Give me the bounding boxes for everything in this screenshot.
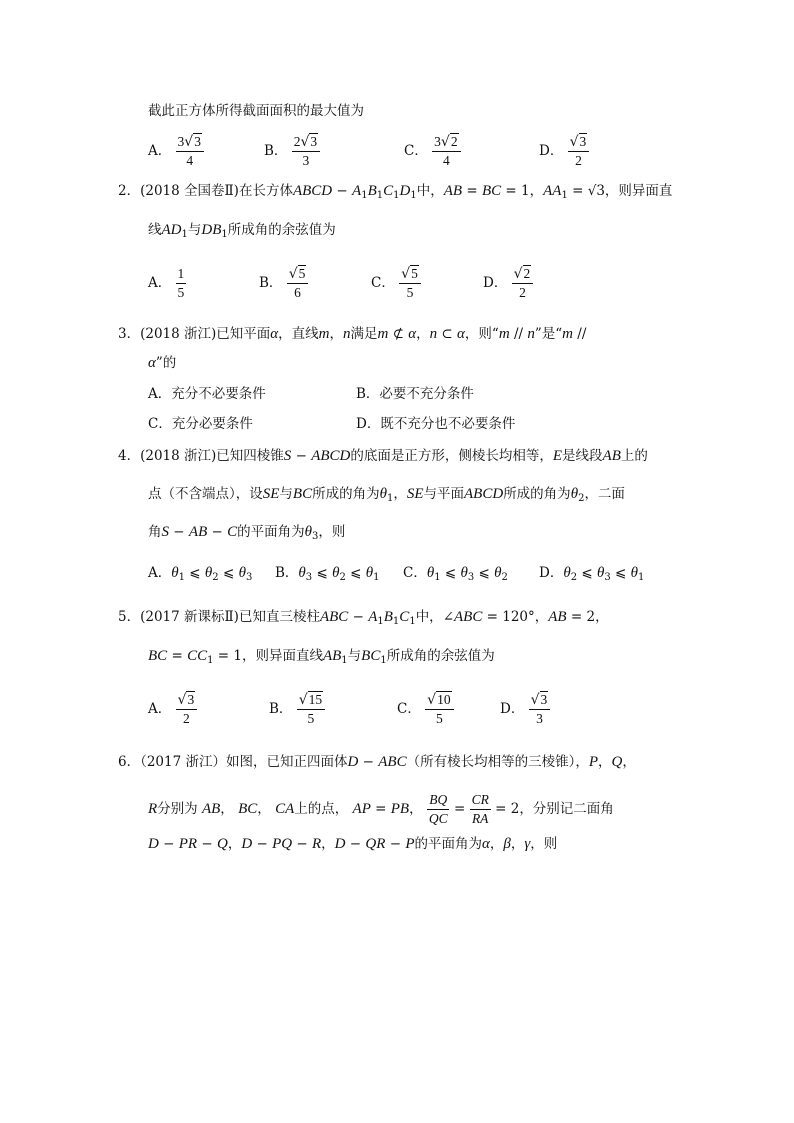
q3-option-d: D．既不充分也不必要条件 [356,416,516,432]
q4-stem-line3: 角S − AB − C的平面角为$\theta_3$，则 [148,524,346,542]
q5-option-c: C． $\frac{√10}{5}$ [397,692,454,727]
q6-stem-line3: D − PR − Q，D − PQ − R，D − QR − P的平面角为α，β，γ，则 [148,836,558,852]
q1-option-c: C． $\frac{3√2}{4}$ [404,134,461,169]
q5-stem-line1: 5．(2017 新课标Ⅱ)已知直三棱柱ABC − $A_1B_1C_1$中，∠ABC = 120°，AB = 2， [118,609,609,627]
q1-option-a: A． $\frac{3√3}{4}$ [148,134,204,169]
q2-option-a: A． $\frac{1}{5}$ [148,266,185,300]
q4-option-b: B．$\theta_3$ ⩽ $\theta_2$ ⩽ $\theta_1$ [275,565,380,583]
q3-stem-line2: α”的 [148,355,177,371]
q4-option-c: C．$\theta_1$ ⩽ $\theta_3$ ⩽ $\theta_2$ [403,565,508,583]
q3-stem-line1: 3．(2018 浙江)已知平面α，直线m，n满足m ⊄ α，n ⊂ α，则“m // n”是“m // [118,326,587,342]
q2-stem-line2: 线$AD_1$与$DB_1$所成角的余弦值为 [148,222,336,240]
q5-option-a: A． $\frac{√3}{2}$ [148,692,197,727]
q2-stem-line1: 2．(2018 全国卷Ⅱ)在长方体ABCD − $A_1B_1C_1D_1$中，AB = BC = 1，$AA_1 = √3$，则异面直 [118,183,673,201]
q3-option-b: B．必要不充分条件 [356,386,474,402]
q3-option-c: C．充分必要条件 [148,416,253,432]
q1-tail-text: 截此正方体所得截面面积的最大值为 [148,103,364,119]
q4-option-d: D．$\theta_2$ ⩽ $\theta_3$ ⩽ $\theta_1$ [539,565,645,583]
q2-option-d: D． $\frac{√2}{2}$ [483,266,533,301]
q4-stem-line2: 点（不含端点），设SE与BC所成的角为$\theta_1$，SE与平面ABCD所成的角为$\theta_2$，二面 [148,486,625,504]
q4-option-a: A．$\theta_1$ ⩽ $\theta_2$ ⩽ $\theta_3$ [148,565,253,583]
q4-stem-line1: 4．(2018 浙江)已知四棱锥S − ABCD的底面是正方形，侧棱长均相等，E是线段AB上的 [118,448,648,464]
q2-option-b: B． $\frac{√5}{6}$ [259,266,308,301]
q6-stem-line1: 6．（2017 浙江）如图，已知正四面体D − ABC（所有棱长均相等的三棱锥），P，Q， [118,754,636,770]
q6-stem-line2: R分别为 AB， BC， CA上的点， AP = PB， $\frac{BQ}{QC}$ = $\frac{CR}{RA}$ = 2，分别记二面角 [148,792,614,826]
q1-option-d: D． $\frac{√3}{2}$ [539,134,589,169]
q5-option-b: B． $\frac{√15}{5}$ [269,692,325,727]
q2-option-c: C． $\frac{√5}{5}$ [371,266,421,301]
q1-option-b: B． $\frac{2√3}{3}$ [264,134,320,169]
q5-option-d: D． $\frac{√3}{3}$ [500,692,550,727]
q3-option-a: A．充分不必要条件 [148,386,266,402]
q5-stem-line2: BC = $CC_1 = 1$，则异面直线$AB_1$与$BC_1$所成角的余弦值为 [148,648,495,666]
